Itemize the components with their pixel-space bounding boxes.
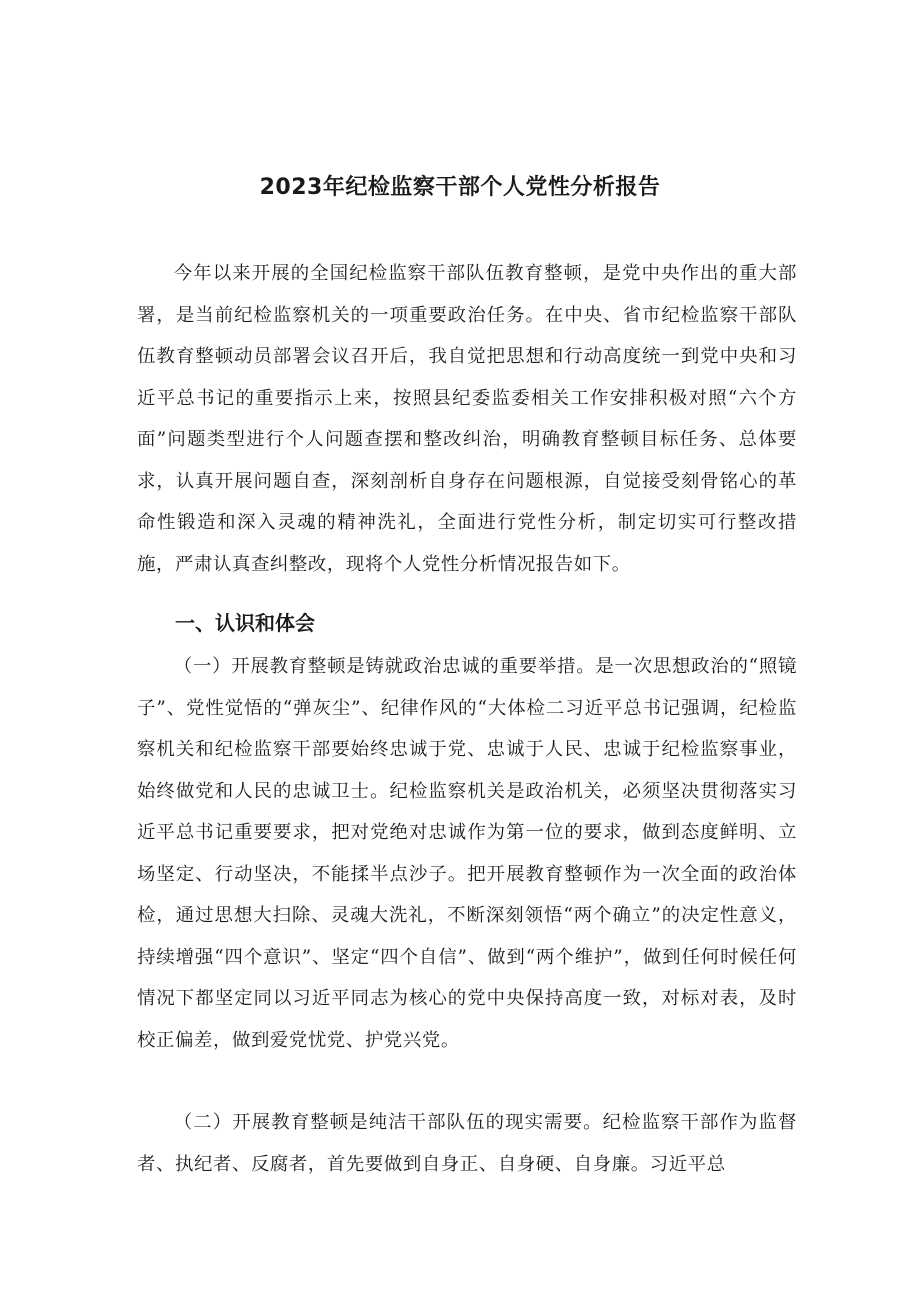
section-1-paragraph-1: （一）开展教育整顿是铸就政治忠诚的重要举措。是一次思想政治的“照镜子”、党性觉悟的“弹灰尘”、纪律作风的“大体检二习近平总书记强调，纪检监察机关和纪检监察干部要始终忠诚于党、忠诚于人民、忠诚于纪检监察事业，始终做党和人民的忠诚卫士。纪检监察机关是政治机关，必须坚决贯彻落实习近平总书记重要要求，把对党绝对忠诚作为第一位的要求，做到态度鲜明、立场坚定、行动坚决，不能揉半点沙子。把开展教育整顿作为一次全面的政治体检，通过思想大扫除、灵魂大洗礼，不断深刻领悟“两个确立”的决定性意义，持续增强“四个意识”、坚定“四个自信”、做到“两个维护”，做到任何时候任何情况下都坚定同以习近平同志为核心的党中央保持高度一致，对标对表，及时校正偏差，做到爱党忧党、护党兴党。	[137, 656, 797, 1051]
document-title: 2023年纪检监察干部个人党性分析报告	[259, 175, 661, 200]
section-heading-1: 一、认识和体会	[175, 611, 315, 635]
section-1-paragraph-2: （二）开展教育整顿是纯洁干部队伍的现实需要。纪检监察干部作为监督者、执纪者、反腐者，首先要做到自身正、自身硬、自身廉。习近平总	[137, 1112, 797, 1175]
intro-paragraph: 今年以来开展的全国纪检监察干部队伍教育整顿，是党中央作出的重大部署，是当前纪检监察机关的一项重要政治任务。在中央、省市纪检监察干部队伍教育整顿动员部署会议召开后，我自觉把思想和行动高度统一到党中央和习近平总书记的重要指示上来，按照县纪委监委相关工作安排积极对照“六个方面”问题类型进行个人问题查摆和整改纠治，明确教育整顿目标任务、总体要求，认真开展问题自查，深刻剖析自身存在问题根源，自觉接受刻骨铭心的革命性锻造和深入灵魂的精神洗礼，全面进行党性分析，制定切实可行整改措施，严肃认真查纠整改，现将个人党性分析情况报告如下。	[137, 263, 797, 575]
